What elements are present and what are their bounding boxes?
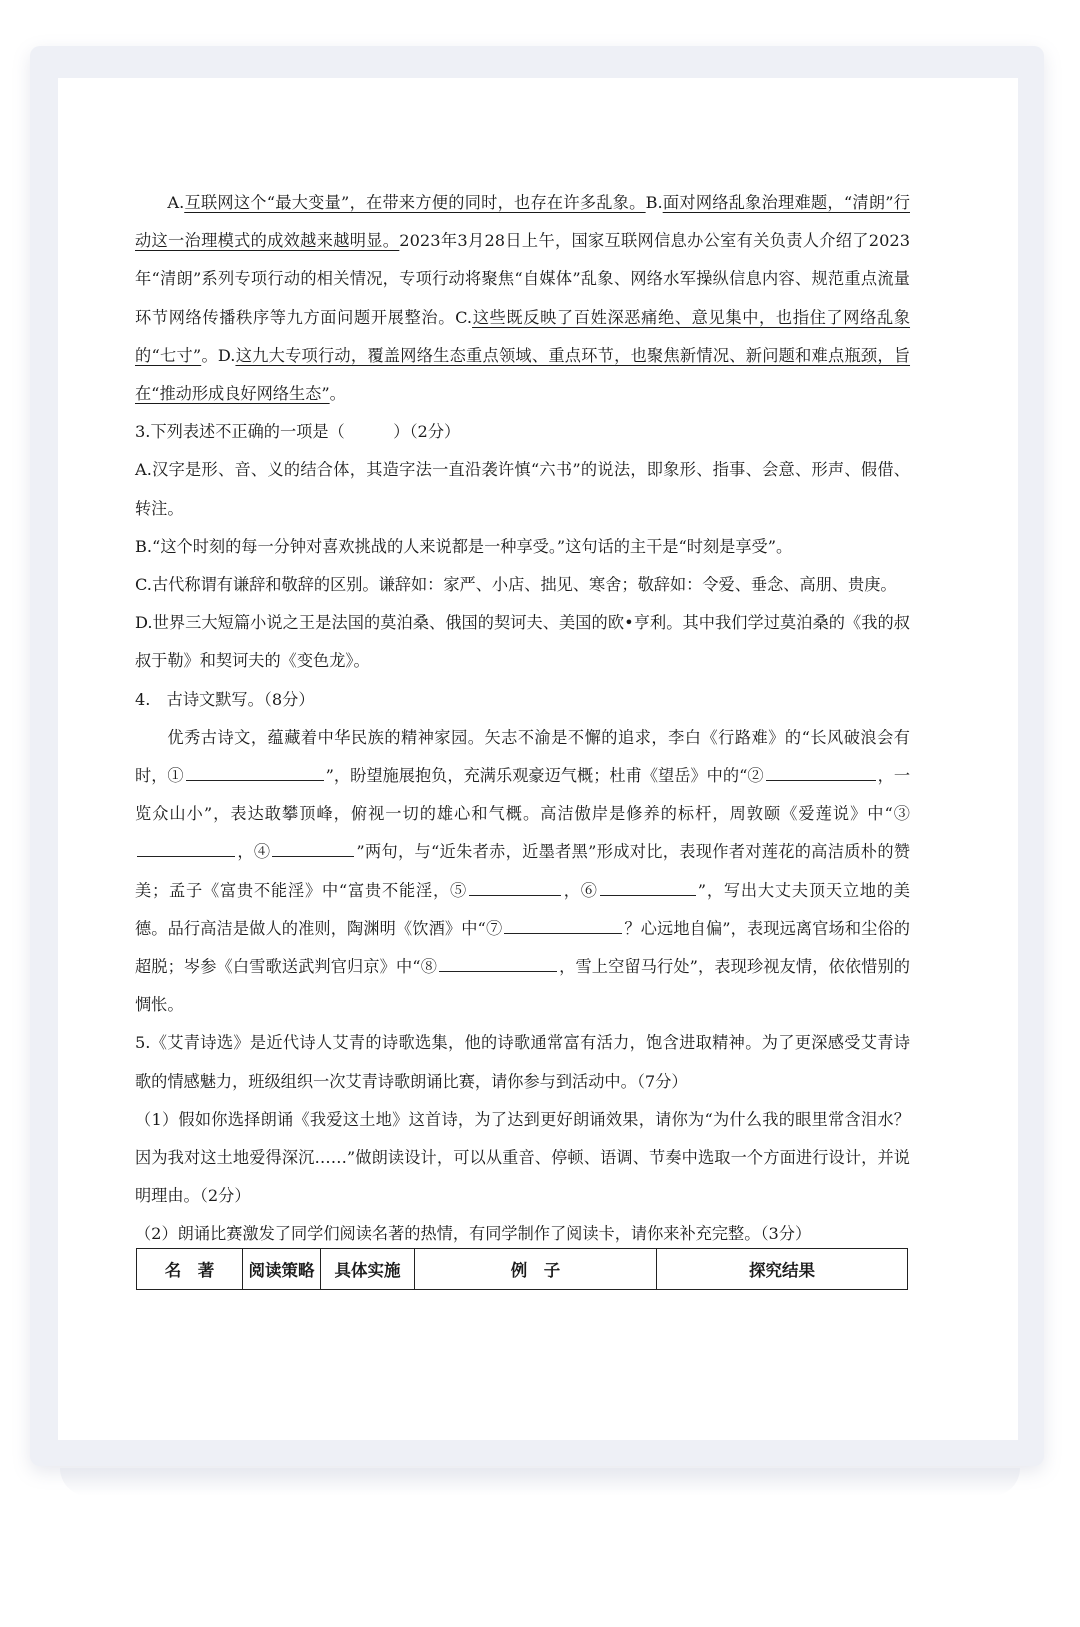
question-3-option-d: D.世界三大短篇小说之王是法国的莫泊桑、俄国的契诃夫、美国的欧•亨利。其中我们学过莫泊桑的《我的叔叔于勒》和契诃夫的《变色龙》。 bbox=[135, 613, 910, 671]
answer-blank-4[interactable] bbox=[272, 838, 354, 857]
header-strategy: 阅读策略 bbox=[243, 1249, 321, 1290]
answer-blank-2[interactable] bbox=[766, 762, 876, 781]
option-d-label: D. bbox=[217, 345, 236, 365]
header-implementation: 具体实施 bbox=[321, 1249, 415, 1290]
question-4-stem: 4. 古诗文默写。（8分） bbox=[135, 689, 315, 709]
header-book: 名 著 bbox=[137, 1249, 243, 1290]
header-example: 例 子 bbox=[415, 1249, 657, 1290]
passage-sentence-c: 这些既反映了百姓深恶痛绝、意见集中，也指住了网络乱象的“七寸” bbox=[135, 307, 911, 365]
question-5-stem: 5.《艾青诗选》是近代诗人艾青的诗歌选集，他的诗歌通常富有活力，饱含进取精神。为了更深感受艾青诗歌的情感魅力，班级组织一次艾青诗歌朗诵比赛，请你参与到活动中。（7分） bbox=[135, 1033, 910, 1091]
page-shadow bbox=[60, 1468, 1020, 1496]
passage-sentence-a: 互联网这个“最大变量”，在带来方便的同时，也存在许多乱象。 bbox=[184, 193, 646, 212]
question-5-sub-2: （2）朗诵比赛激发了同学们阅读名著的热情，有同学制作了阅读卡，请你来补充完整。（3分） bbox=[135, 1224, 812, 1244]
question-3-stem: 3.下列表述不正确的一项是（ ）（2分） bbox=[135, 422, 461, 442]
answer-blank-8[interactable] bbox=[439, 953, 557, 972]
table-header-row bbox=[137, 1249, 908, 1290]
passage-paragraph bbox=[135, 184, 910, 413]
q4-text: ，⑥ bbox=[562, 880, 598, 900]
q4-text: ，一览众山小”，表达敢攀顶峰，俯视一切的雄心和气概。高洁傲岸是修养的标杆，周敦颐《爱莲说》中“③ bbox=[135, 766, 911, 824]
reading-card-table bbox=[136, 1248, 908, 1290]
header-result: 探究结果 bbox=[657, 1249, 908, 1290]
passage-sentence-d: 这九大专项行动，覆盖网络生态重点领域、重点环节，也聚焦新情况、新问题和难点瓶颈，旨在“推动形成良好网络生态” bbox=[135, 345, 911, 404]
answer-blank-3[interactable] bbox=[137, 838, 235, 857]
punctuation: 。 bbox=[201, 345, 218, 365]
question-3-option-a: A.汉字是形、音、义的结合体，其造字法一直沿袭许慎“六书”的说法，即象形、指事、会意、形声、假借、转注。 bbox=[135, 460, 910, 518]
punctuation: 。 bbox=[329, 384, 346, 404]
question-3-option-b: B.“这个时刻的每一分钟对喜欢挑战的人来说都是一种享受。”这句话的主干是“时刻是享受”。 bbox=[135, 536, 793, 556]
exam-content bbox=[135, 184, 910, 1254]
q4-text: ，④ bbox=[237, 842, 271, 862]
q4-text: ，雪上空留马行处”，表现珍视友情，依依惜别的惆怅。 bbox=[135, 957, 910, 1015]
q4-text: ？心远地自偏”，表现远离官场和尘俗的超脱；岑参《白雪歌送武判官归京》中“⑧ bbox=[135, 918, 910, 977]
q4-text: ”两句，与“近朱者赤，近墨者黑”形成对比，表现作者对莲花的高洁质朴的赞美；孟子《富贵不能淫》中“富贵不能淫，⑤ bbox=[135, 842, 911, 900]
passage-middle-text: 2023年3月28日上午，国家互联网信息办公室有关负责人介绍了2023年“清朗”系列专项行动的相关情况，专项行动将聚焦“自媒体”乱象、网络水军操纵信息内容、规范重点流量环节网络传播秩序等九方面问题开展整治。 bbox=[135, 231, 911, 327]
q4-text: 优秀古诗文，蕴藏着中华民族的精神家园。矢志不渝是不懈的追求，李白《行路难》的“长风破浪会有时，① bbox=[135, 727, 910, 786]
answer-blank-5[interactable] bbox=[469, 877, 561, 896]
question-3-option-c: C.古代称谓有谦辞和敬辞的区别。谦辞如：家严、小店、拙见、寒舍；敬辞如：令爱、垂念、高朋、贵庚。 bbox=[135, 575, 897, 595]
option-b-label: B. bbox=[645, 193, 663, 212]
q4-text: ”，写出大丈夫顶天立地的美德。品行高洁是做人的准则，陶渊明《饮酒》中“⑦ bbox=[135, 880, 910, 938]
answer-blank-7[interactable] bbox=[504, 915, 622, 934]
answer-blank-6[interactable] bbox=[600, 877, 696, 896]
option-c-label: C. bbox=[455, 307, 473, 327]
option-a-label: A. bbox=[167, 193, 185, 212]
question-5-sub-1: （1）假如你选择朗诵《我爱这土地》这首诗，为了达到更好朗诵效果，请你为“为什么我的眼里常含泪水？因为我对这土地爱得深沉……”做朗读设计，可以从重音、停顿、语调、节奏中选取一个方面进行设计，并说明理由。（2分） bbox=[135, 1109, 910, 1206]
answer-blank-1[interactable] bbox=[186, 762, 324, 781]
q4-text: ”，盼望施展抱负，充满乐观豪迈气概；杜甫《望岳》中的“② bbox=[325, 766, 764, 786]
question-4-paragraph bbox=[135, 719, 910, 1025]
passage-sentence-b: 面对网络乱象治理难题，“清朗”行动这一治理模式的成效越来越明显。 bbox=[135, 193, 910, 251]
